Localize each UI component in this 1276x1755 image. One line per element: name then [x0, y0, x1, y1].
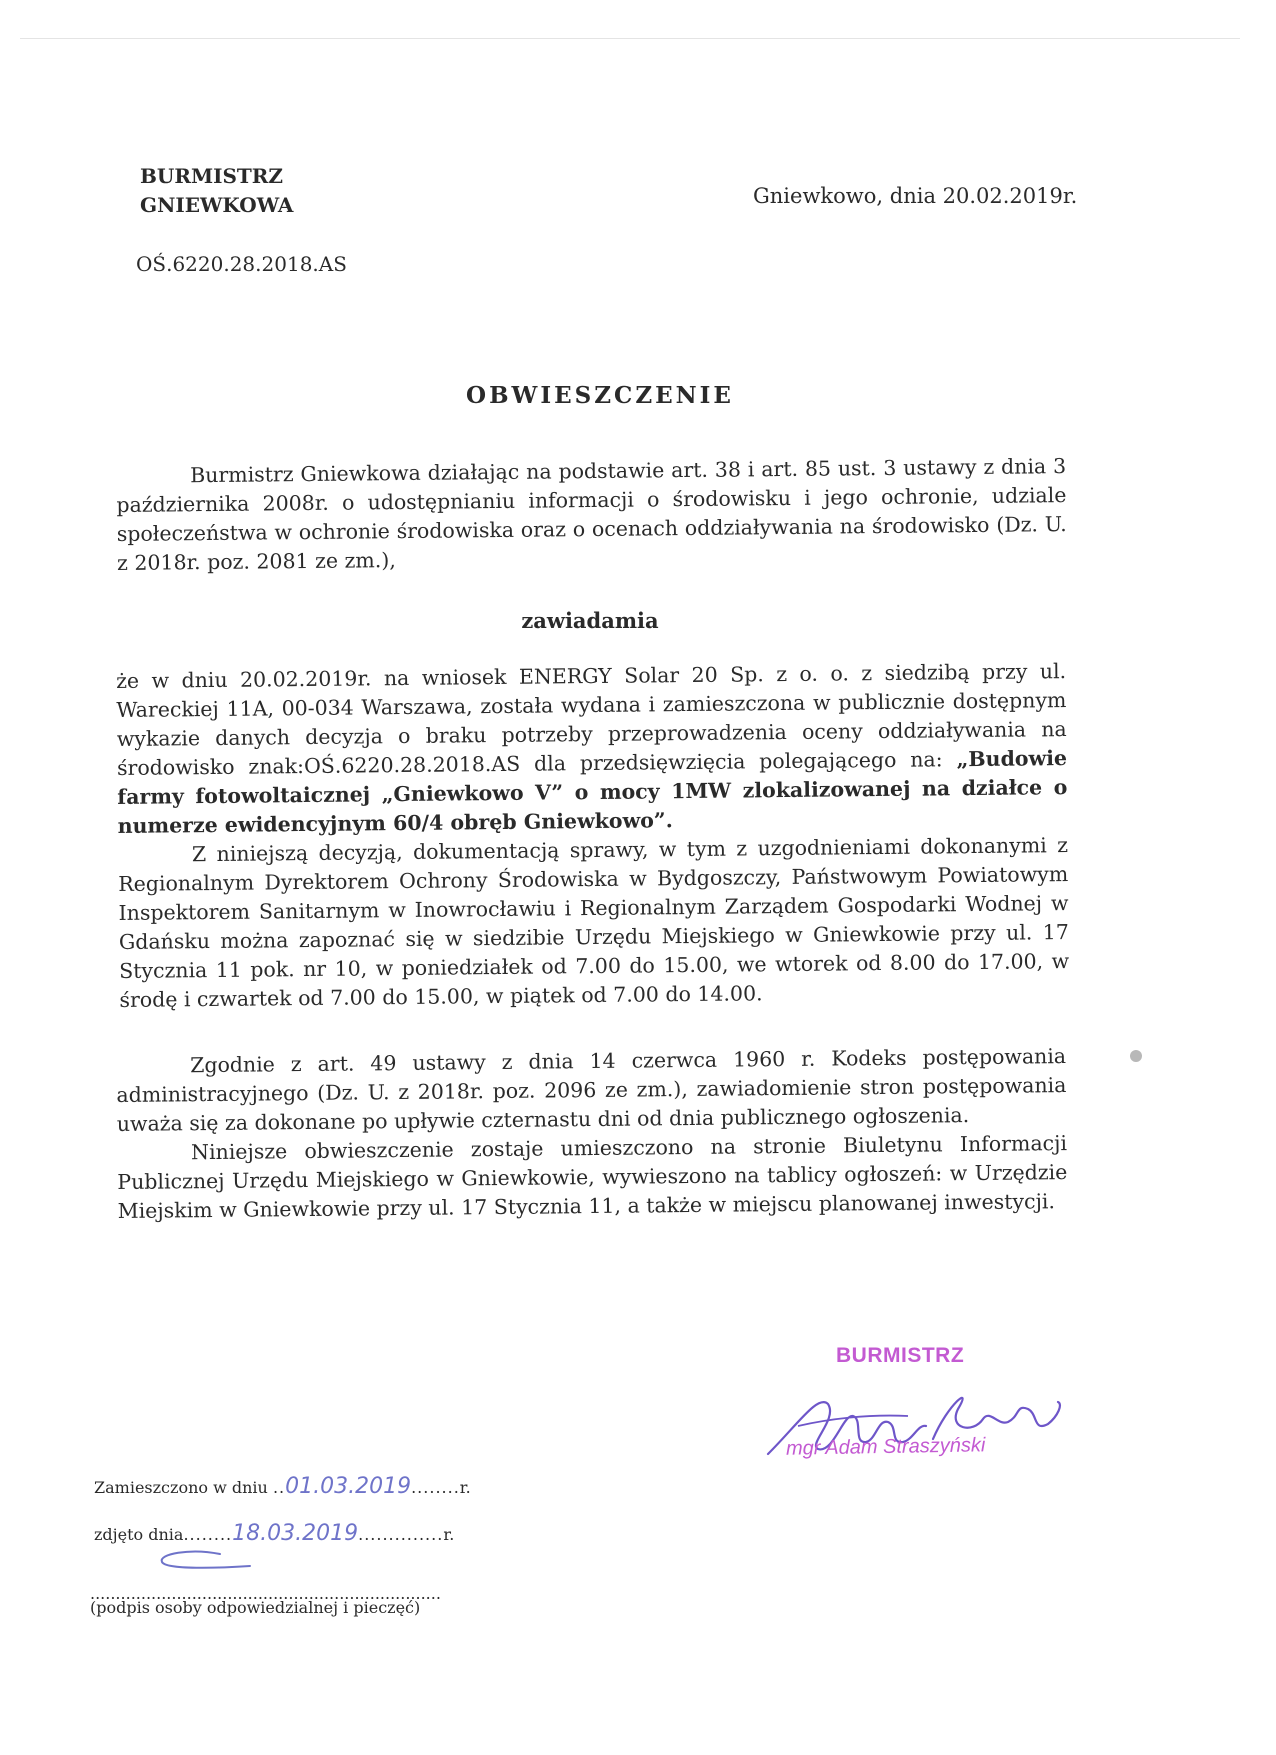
authority-line1: BURMISTRZ	[140, 164, 284, 188]
posted-label: Zamieszczono w dniu	[94, 1478, 268, 1497]
project-name: „Budowie farmy fotowoltaicznej „Gniewkowo V” o mocy 1MW zlokalizowanej na działce o numerze ewidencyjnym 60/4 obręb Gniewkowo”.	[117, 746, 1068, 838]
decision-section	[116, 657, 1070, 1015]
stamp-name: mgr Adam Straszyński	[785, 1434, 986, 1460]
posted-date-line	[94, 1474, 471, 1499]
document-title: OBWIESZCZENIE	[466, 382, 734, 409]
authority-line2: GNIEWKOWA	[140, 193, 294, 217]
legal-paragraph: Zgodnie z art. 49 ustawy z dnia 14 czerwca 1960 r. Kodeks postępowania administracyjnego (Dz. U. z 2018r. poz. 2096 ze zm.), zawiadomienie stron postępowania uważa się za dokonane po upływie czternastu dni od dnia publicznego ogłoszenia.	[116, 1044, 1067, 1136]
removed-date-handwritten: 18.03.2019	[232, 1521, 359, 1546]
legal-section	[116, 1042, 1068, 1226]
removed-date-line	[94, 1521, 454, 1546]
reference-number: OŚ.6220.28.2018.AS	[136, 252, 347, 276]
removed-suffix: r.	[443, 1525, 455, 1544]
decision-paragraph	[116, 657, 1068, 841]
issuing-authority	[140, 162, 293, 220]
initials-scribble	[150, 1548, 260, 1576]
posted-dots: ..	[272, 1478, 286, 1497]
removed-dots-trailing: ..............	[358, 1525, 444, 1544]
stamp-title: BURMISTRZ	[836, 1344, 965, 1367]
scan-edge-line	[20, 38, 1240, 39]
posted-date-handwritten: 01.03.2019	[285, 1474, 412, 1499]
intro-paragraph	[116, 452, 1067, 578]
decision-text: że w dniu 20.02.2019r. na wniosek ENERGY Solar 20 Sp. z o. o. z siedzibą przy ul. Wareckiej 11A, 00-034 Warszawa, została wydana i zamieszczona w publicznie dostępnym wykazie danych decyzja o braku potrzeby przeprowadzenia oceny oddziaływania na środowisko znak:OŚ.6220.28.2018.AS dla przedsięwzięcia polegającego na:	[116, 659, 1067, 780]
signature-dots: .....................................................................	[90, 1584, 441, 1603]
publication-paragraph: Niniejsze obwieszczenie zostaje umieszczono na stronie Biuletynu Informacji Publicznej Urzędu Miejskiego w Gniewkowie, wywieszono na tablicy ogłoszeń: w Urzędzie Miejskim w Gniewkowie przy ul. 17 Stycznia 11, a także w miejscu planowanej inwestycji.	[117, 1131, 1068, 1223]
scan-artifact-dot	[1130, 1050, 1142, 1062]
removed-dots: ........	[183, 1525, 233, 1544]
intro-text: Burmistrz Gniewkowa działając na podstawie art. 38 i art. 85 ust. 3 ustawy z dnia 3 października 2008r. o udostępnianiu informacji o środowisku i jego ochronie, udziale społeczeństwa w ochronie środowiska oraz o ocenach oddziaływania na środowisko (Dz. U. z 2018r. poz. 2081 ze zm.),	[116, 454, 1067, 575]
place-and-date: Gniewkowo, dnia 20.02.2019r.	[753, 184, 1078, 208]
posted-dots-trailing: ........	[411, 1478, 460, 1497]
access-paragraph: Z niniejszą decyzją, dokumentacją sprawy, w tym z uzgodnieniami dokonanymi z Regionalnym Dyrektorem Ochrony Środowiska w Bydgoszczy, Państwowym Powiatowym Inspektorem Sanitarnym w Inowrocławiu i Regionalnym Zarządem Gospodarki Wodnej w Gdańsku można zapoznać się w siedzibie Urzędu Miejskiego w Gniewkowie przy ul. 17 Stycznia 11 pok. nr 10, w poniedziałek od 7.00 do 15.00, we wtorek od 8.00 do 17.00, w środę i czwartek od 7.00 do 15.00, w piątek od 7.00 do 14.00.	[118, 833, 1070, 1012]
removed-label: zdjęto dnia	[94, 1525, 184, 1544]
signature-caption: (podpis osoby odpowiedzialnej i pieczęć)	[90, 1598, 421, 1617]
posted-suffix: r.	[459, 1478, 471, 1497]
announces-heading: zawiadamia	[521, 608, 659, 633]
